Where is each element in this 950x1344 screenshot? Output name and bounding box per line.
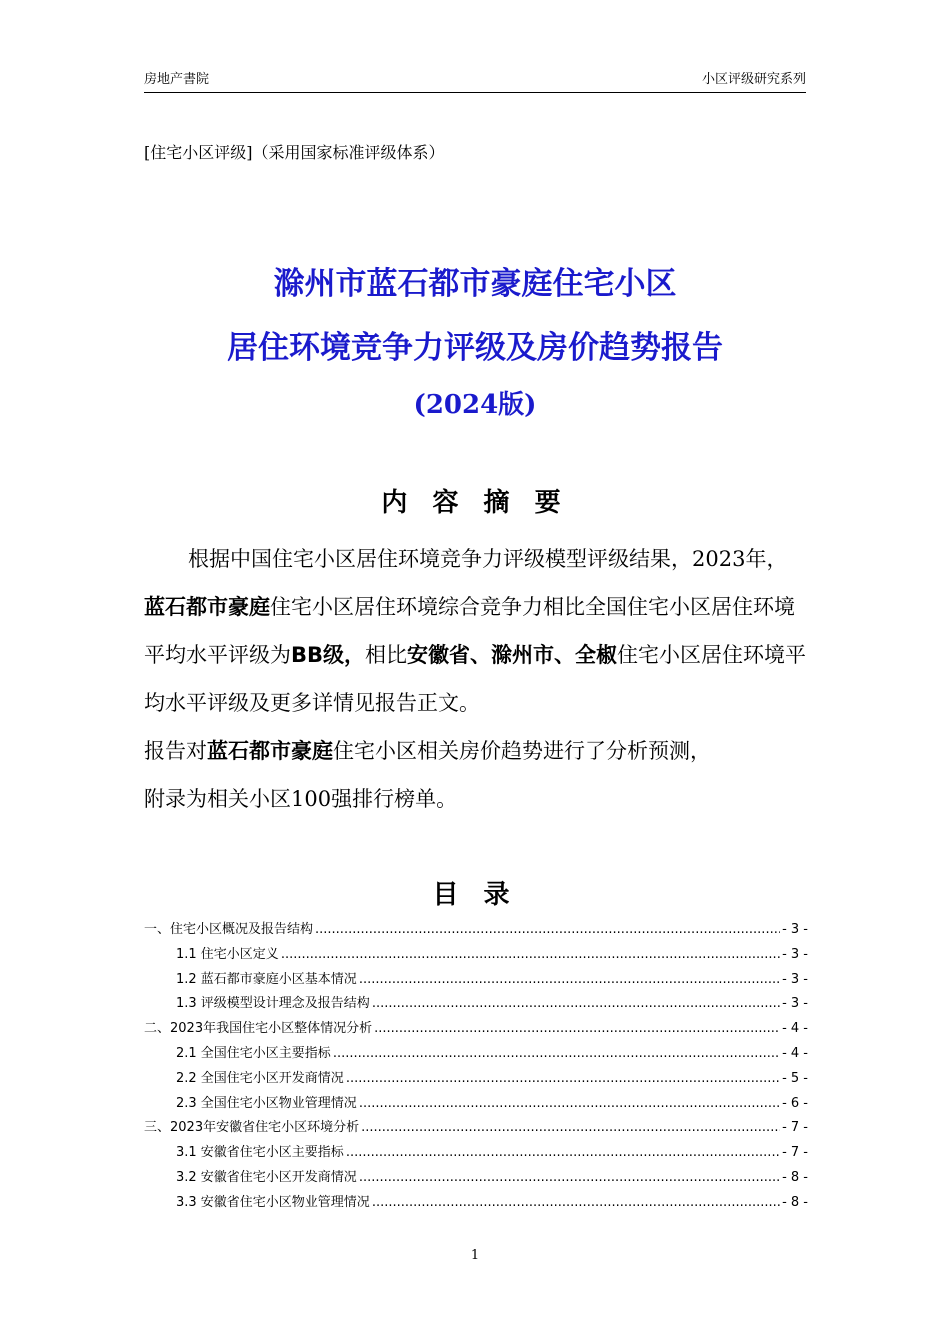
abstract-text: 住宅小区居住环境综合竞争力相比全国住宅小区居住环境平均水平评级为 (144, 595, 795, 667)
community-name: 蓝石都市豪庭 (144, 595, 270, 619)
toc-entry-page: - 4 - (782, 1045, 808, 1061)
toc-entry-page: - 3 - (782, 971, 808, 987)
abstract-text: 相比 (365, 643, 408, 667)
toc-entry-label: 2.2 全国住宅小区开发商情况 (176, 1070, 344, 1086)
abstract-heading: 内 容 摘 要 (381, 488, 569, 518)
toc-entry[interactable] (144, 1092, 808, 1117)
toc-entry-page: - 8 - (782, 1194, 808, 1210)
toc-dot-leader (372, 996, 780, 1011)
abstract-paragraph-2 (144, 727, 808, 775)
toc-entry-page: - 3 - (782, 946, 808, 962)
report-edition: (2024版) (413, 390, 537, 420)
toc-entry-page: - 3 - (782, 922, 808, 937)
toc-entry-label: 一、住宅小区概况及报告结构 (144, 922, 314, 937)
toc-entry-page: - 7 - (782, 1120, 808, 1136)
toc-entry[interactable] (144, 918, 808, 943)
toc-entry-label: 3.2 安徽省住宅小区开发商情况 (176, 1169, 357, 1185)
toc-entry-page: - 5 - (782, 1070, 808, 1086)
header-publisher: 房地产書院 (144, 72, 210, 87)
toc-entry-label: 3.3 安徽省住宅小区物业管理情况 (176, 1194, 370, 1210)
toc-entry-label: 1.3 评级模型设计理念及报告结构 (176, 996, 370, 1012)
page-number: 1 (470, 1248, 480, 1263)
abstract-body (144, 535, 808, 823)
toc-heading: 目 录 (432, 880, 518, 910)
toc-entry[interactable] (144, 1042, 808, 1067)
toc-entry-label: 1.2 蓝石都市豪庭小区基本情况 (176, 971, 357, 987)
toc-dot-leader (281, 947, 780, 962)
toc-dot-leader (346, 1071, 780, 1086)
toc-entry-page: - 3 - (782, 996, 808, 1012)
toc-entry[interactable] (144, 1017, 808, 1042)
abstract-paragraph-3: 附录为相关小区100强排行榜单。 (144, 787, 458, 811)
toc-entry-page: - 4 - (782, 1021, 808, 1037)
toc-entry[interactable] (144, 1166, 808, 1191)
toc-dot-leader (315, 922, 780, 937)
toc-entry[interactable] (144, 943, 808, 968)
toc-dot-leader (359, 1096, 780, 1111)
toc-entry-label: 三、2023年安徽省住宅小区环境分析 (144, 1120, 360, 1136)
toc-dot-leader (372, 1195, 780, 1210)
toc-entry[interactable] (144, 1141, 808, 1166)
toc-entry-page: - 7 - (782, 1145, 808, 1161)
rating-grade: BB级， (291, 643, 366, 667)
toc-dot-leader (346, 1145, 780, 1160)
toc-entry[interactable] (144, 1067, 808, 1092)
community-name: 蓝石都市豪庭 (207, 739, 333, 763)
toc-entry-page: - 8 - (782, 1169, 808, 1185)
toc-dot-leader (361, 1120, 780, 1135)
toc-dot-leader (359, 972, 780, 987)
report-title-line1: 滁州市蓝石都市豪庭住宅小区 (273, 266, 677, 302)
abstract-text: 报告对 (144, 739, 207, 763)
abstract-text: 根据中国住宅小区居住环境竞争力评级模型评级结果，2023年， (188, 547, 788, 571)
toc-entry-label: 二、2023年我国住宅小区整体情况分析 (144, 1021, 373, 1037)
toc-entry-label: 2.1 全国住宅小区主要指标 (176, 1045, 331, 1061)
toc-entry-label: 2.3 全国住宅小区物业管理情况 (176, 1095, 357, 1111)
region-names: 安徽省、滁州市、全椒 (407, 643, 618, 667)
toc-entry-label: 3.1 安徽省住宅小区主要指标 (176, 1145, 344, 1161)
toc-entry-label: 1.1 住宅小区定义 (176, 946, 279, 962)
report-category: [住宅小区评级]（采用国家标准评级体系） (144, 143, 445, 162)
toc-dot-leader (333, 1046, 780, 1061)
page-header (144, 66, 806, 93)
toc-entry[interactable] (144, 1116, 808, 1141)
toc-entry-page: - 6 - (782, 1095, 808, 1111)
toc-entry[interactable] (144, 1191, 808, 1216)
toc-entry[interactable] (144, 992, 808, 1017)
table-of-contents (144, 918, 808, 1216)
report-title-line2: 居住环境竞争力评级及房价趋势报告 (227, 330, 723, 366)
toc-entry[interactable] (144, 968, 808, 993)
abstract-text: 住宅小区相关房价趋势进行了分析预测， (333, 739, 711, 763)
toc-dot-leader (359, 1170, 780, 1185)
abstract-paragraph-1 (144, 535, 808, 727)
abstract-text: 住宅小区居住环境平均水平评级及更多详情见报告正文。 (144, 643, 807, 715)
toc-dot-leader (374, 1021, 780, 1036)
header-series: 小区评级研究系列 (701, 72, 806, 87)
